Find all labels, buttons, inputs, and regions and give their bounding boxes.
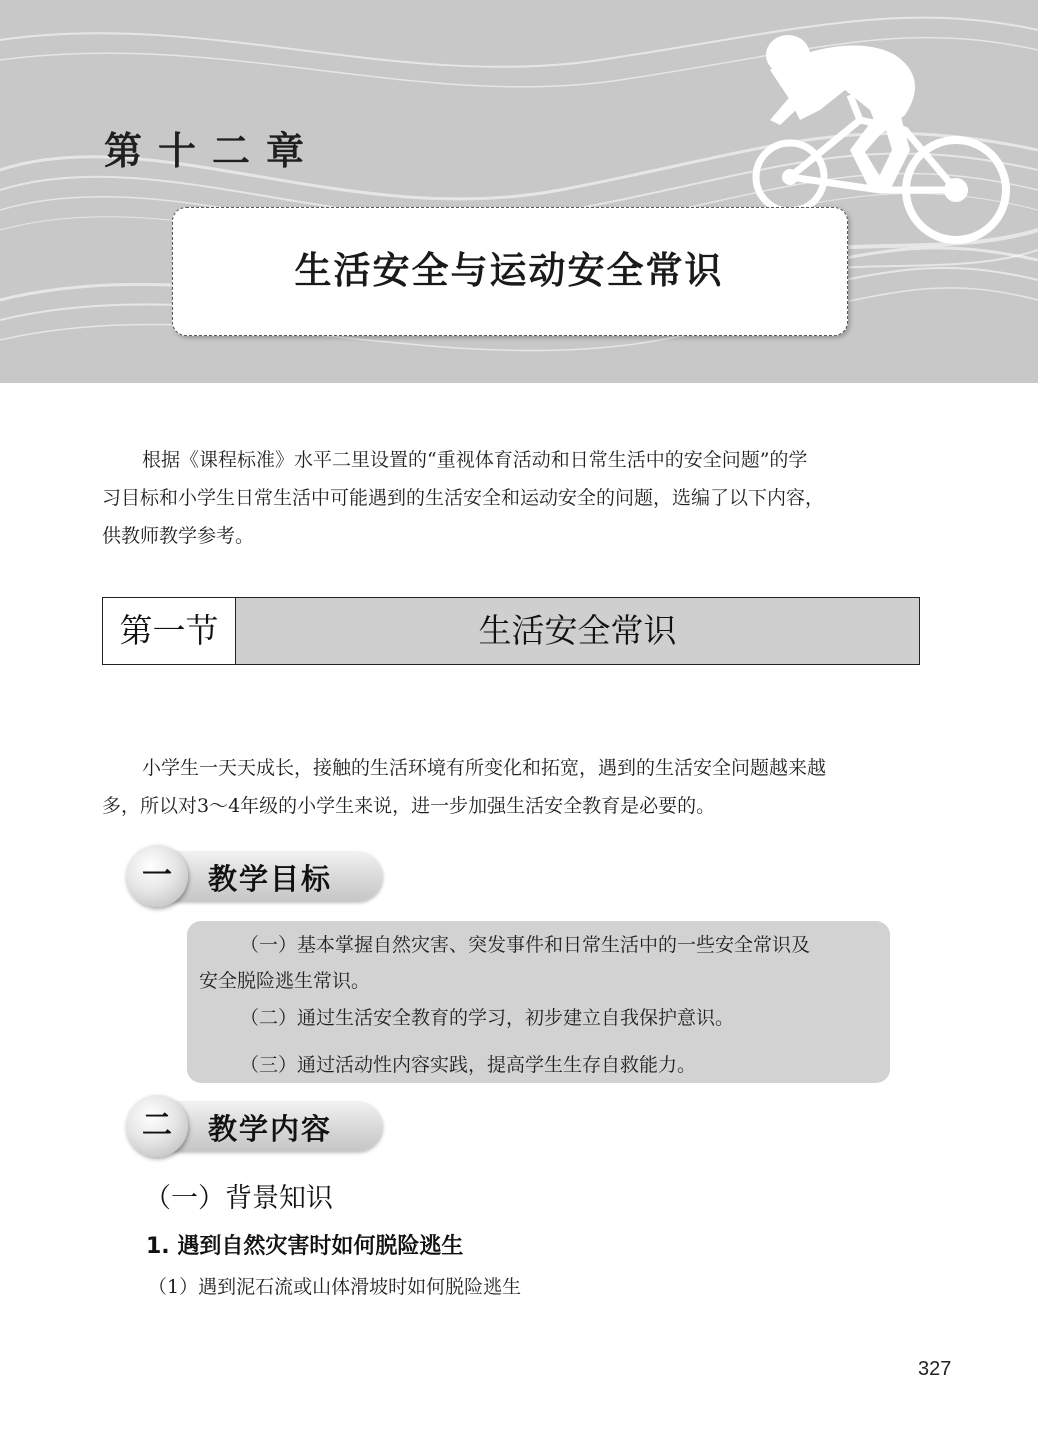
objective-1-line-1: （一）基本掌握自然灾害、突发事件和日常生活中的一些安全常识及 xyxy=(240,934,811,956)
section-title: 生活安全常识 xyxy=(236,598,919,664)
section-intro-line-2: 多，所以对3～4年级的小学生来说，进一步加强生活安全教育是必要的。 xyxy=(102,795,716,817)
objective-1-line-2: 安全脱险逃生常识。 xyxy=(199,970,371,992)
chapter-label: 第十二章 xyxy=(104,128,321,173)
objective-3: （三）通过活动性内容实践，提高学生生存自救能力。 xyxy=(240,1054,697,1076)
content-item-heading: 1. 遇到自然灾害时如何脱险逃生 xyxy=(146,1234,464,1259)
intro-line-3: 供教师教学参考。 xyxy=(102,525,255,547)
background-knowledge-heading: （一）背景知识 xyxy=(144,1183,333,1214)
heading-label-content: 教学内容 xyxy=(208,1112,333,1146)
objective-2: （二）通过生活安全教育的学习，初步建立自我保护意识。 xyxy=(240,1007,735,1029)
content-subitem: （1）遇到泥石流或山体滑坡时如何脱险逃生 xyxy=(148,1276,522,1298)
section-header-bar xyxy=(102,597,920,665)
section-intro-line-1: 小学生一天天成长，接触的生活环境有所变化和拓宽，遇到的生活安全问题越来越 xyxy=(142,757,827,779)
heading-number-2: 二 xyxy=(126,1095,188,1157)
intro-line-1: 根据《课程标准》水平二里设置的“重视体育活动和日常生活中的安全问题”的学 xyxy=(142,449,808,471)
intro-paragraph xyxy=(102,441,918,555)
heading-number-1: 一 xyxy=(126,845,188,907)
intro-line-2: 习目标和小学生日常生活中可能遇到的生活安全和运动安全的问题，选编了以下内容， xyxy=(102,487,825,509)
section-intro-paragraph xyxy=(102,749,918,825)
section-number: 第一节 xyxy=(103,598,236,664)
chapter-title: 生活安全与运动安全常识 xyxy=(294,248,724,292)
heading-label-objectives: 教学目标 xyxy=(208,862,333,896)
chapter-banner xyxy=(0,0,1038,383)
page-number: 327 xyxy=(918,1358,952,1380)
